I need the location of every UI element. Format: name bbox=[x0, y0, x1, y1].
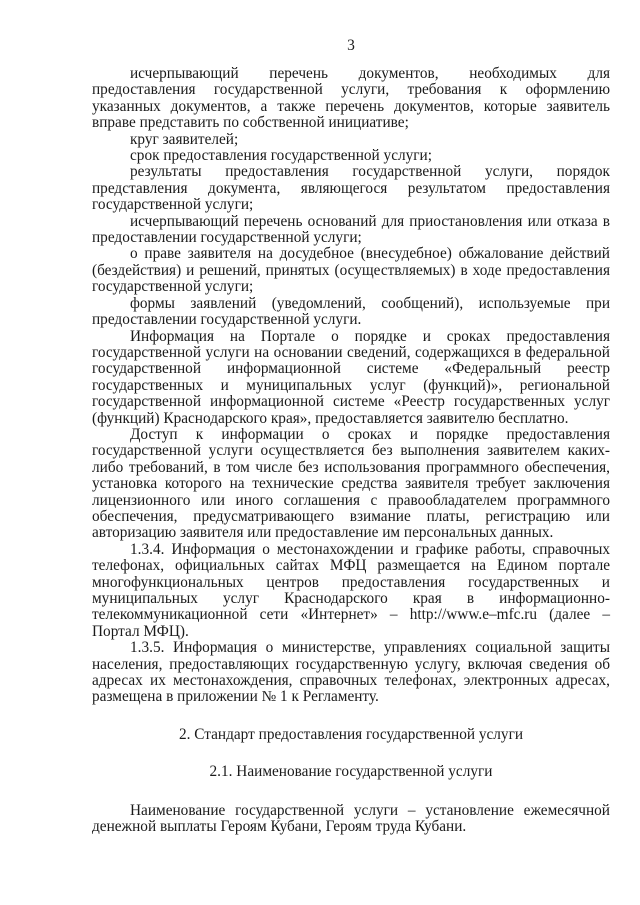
paragraph-refusal-grounds: исчерпывающий перечень оснований для приостановления или отказа в предоставлении государственной услуги; bbox=[92, 212, 610, 247]
paragraph-applicants: круг заявителей; bbox=[130, 130, 239, 148]
paragraph-information-access: Доступ к информации о сроках и порядке предоставления государственной услуги осуществляется без выполнения заявителем каких-либо требований, в том числе без использования программного обеспечения, установка которого на технические средства заявителя требует заключения лицензионного или иного соглашения с правообладателем программного обеспечения, предусматривающего взимание платы, регистрацию или авторизацию заявителя или предоставление им персональных данных. bbox=[92, 425, 610, 542]
paragraph-1-3-4: 1.3.4. Информация о местонахождении и графике работы, справочных телефонах, официальных сайтах МФЦ размещается на Едином портале многофункциональных центров предоставления государственных и муниципальных услуг Краснодарского края в информационно-телекоммуникационной сети «Интернет» – http://www.e–mfc.ru (далее – Портал МФЦ). bbox=[92, 540, 610, 640]
paragraph-application-forms: формы заявлений (уведомлений, сообщений), используемые при предоставлении государственной услуги. bbox=[92, 294, 610, 329]
paragraph-service-results: результаты предоставления государственной услуги, порядок представления документа, являющегося результатом предоставления государственной услуги; bbox=[92, 163, 610, 214]
paragraph-portal-information: Информация на Портале о порядке и сроках предоставления государственной услуги на основании сведений, содержащихся в федеральной государственной информационной системе «Федеральный реестр государственных и муниципальных услуг (функций)», региональной государственной информационной системе «Реестр государственных услуг (функций) Краснодарского края», предоставляется заявителю бесплатно. bbox=[92, 327, 610, 427]
paragraph-appeal-rights: о праве заявителя на досудебное (внесудебное) обжалование действий (бездействия) и решений, принятых (осуществляемых) в ходе предоставления государственной услуги; bbox=[92, 245, 610, 296]
paragraph-1-3-5: 1.3.5. Информация о министерстве, управлениях социальной защиты населения, предоставляющих государственную услугу, включая сведения об адресах их местонахождения, справочных телефонах, электронных адресах, размещена в приложении № 1 к Регламенту. bbox=[92, 639, 610, 706]
paragraph-service-name: Наименование государственной услуги – установление ежемесячной денежной выплаты Героям Кубани, Героям труда Кубани. bbox=[92, 801, 610, 836]
document-page bbox=[92, 36, 610, 835]
section-heading: 2. Стандарт предоставления государственной услуги bbox=[178, 725, 524, 743]
paragraph-documents-list: исчерпывающий перечень документов, необходимых для предоставления государственной услуги, требования к оформлению указанных документов, а также перечень документов, которые заявитель вправе представить по собственной инициативе; bbox=[92, 65, 610, 132]
paragraph-service-term: срок предоставления государственной услуги; bbox=[130, 147, 432, 165]
subsection-heading: 2.1. Наименование государственной услуги bbox=[209, 763, 493, 781]
page-number: 3 bbox=[347, 37, 355, 54]
